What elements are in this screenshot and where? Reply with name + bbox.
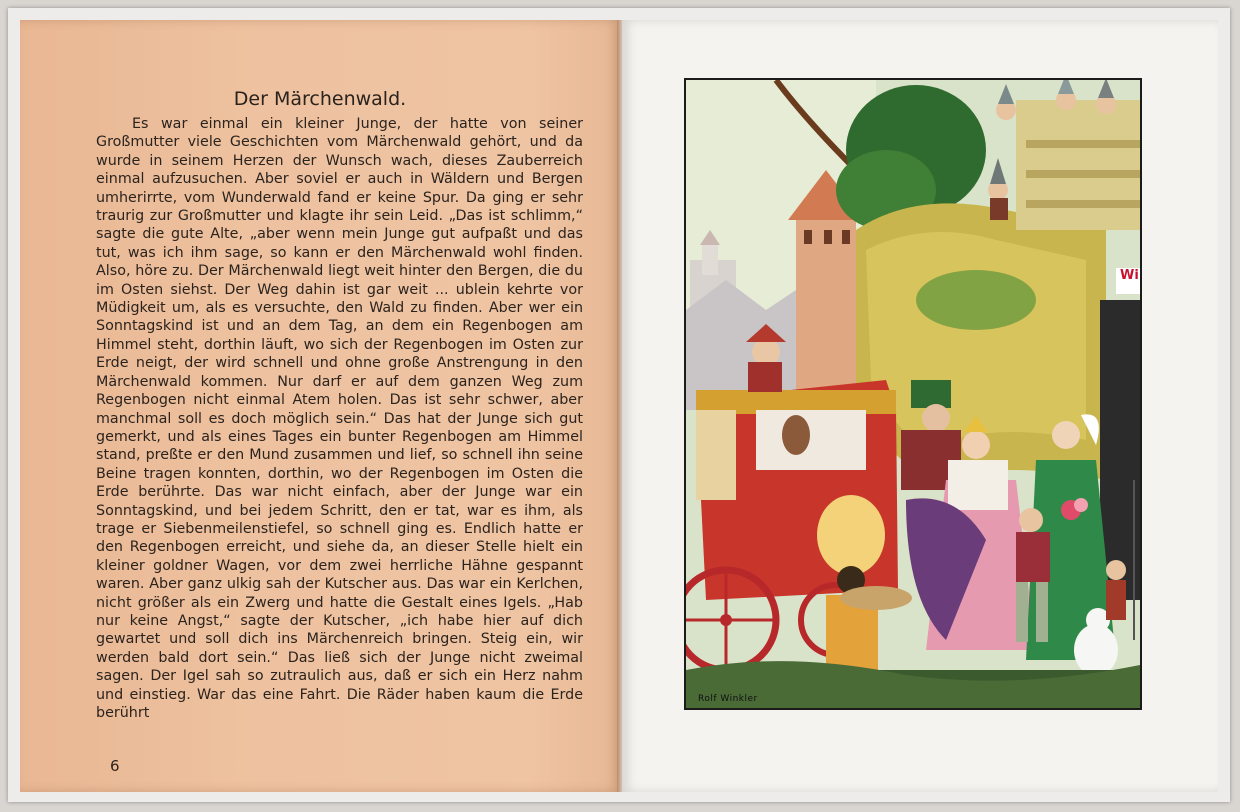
left-page [20,20,620,792]
artist-signature: Rolf Winkler [698,694,758,704]
page-title: Der Märchenwald. [233,88,407,110]
story-paragraph: Es war einmal ein kleiner Junge, der hatte von seiner Großmutter viele Geschichten vom Märchenwald gehört, und da wurde in seinem Herzen der Wunsch wach, dieses Zauberreich einmal aufzusuchen. Aber soviel er auch in Wäldern und Bergen umherirrte, vom Wunderwald fand er keine Spur. Da ging er sehr traurig zur Großmutter und klagte ihr sein Leid. „Das ist schlimm,“ sagte die gute Alte, „aber wenn mein Junge gut aufpaßt und das tut, was ich ihm sage, so kann er den Märchenwald wohl finden. Also, höre zu. Der Märchenwald liegt weit hinter den Bergen, die du im Osten siehst. Der Weg dahin ist gar weit ... ublein kehrte vor Müdigkeit um, als es versuchte, den Wald zu finden. Aber wer ein Sonntagskind ist und an dem Tag, an dem ein Regenbogen am Himmel steht, dorthin läuft, wo sich der Regenbogen im Osten zur Erde neigt, der wird schnell und ohne große Anstrengung in den Märchenwald kommen. Nur darf er auf dem ganzen Weg zum Regenbogen nicht einmal Atem holen. Das ist sehr schwer, aber manchmal soll es doch möglich sein.“ Das hat der Junge sich gut gemerkt, und als eines Tages ein bunter Regenbogen am Himmel stand, preßte er den Mund zusammen und lief, so schnell ihn seine Beine tragen konnten, dorthin, wo der Regenbogen im Osten die Erde berührte. Das war nicht einfach, aber der Junge war ein Sonntagskind, und bei jedem Schritt, den er tat, war es ihm, als trage er Siebenmeilenstiefel, so schnell ging es. Endlich hatte er den Regenbogen erreicht, und siehe da, an dieser Stelle hielt ein kleiner goldner Wagen, vor dem zwei herrliche Hähne gespannt waren. Aber ganz ulkig sah der Kutscher aus. Das war ein Kerlchen, nicht größer als ein Zwerg und hatte die Gestalt eines Igels. „Hab nur keine Angst,“ sagte der Kutscher, „ich habe hier auf dich gewartet und soll dich ins Märchenreich bringen. Steig ein, wir werden bald dort sein.“ Das ließ sich der Junge nicht zweimal sagen. Der Igel sah so zutraulich aus, daß er sich ein Herz nahm und einstieg. War das eine Fahrt. Die Räder haben kaum die Erde berührt [96,116,583,721]
page-number: 6 [110,757,120,775]
story-text [96,115,583,722]
illustration-artwork [686,80,1140,708]
fairy-tale-illustration [684,78,1142,710]
sign-text: Wi [1120,268,1139,283]
